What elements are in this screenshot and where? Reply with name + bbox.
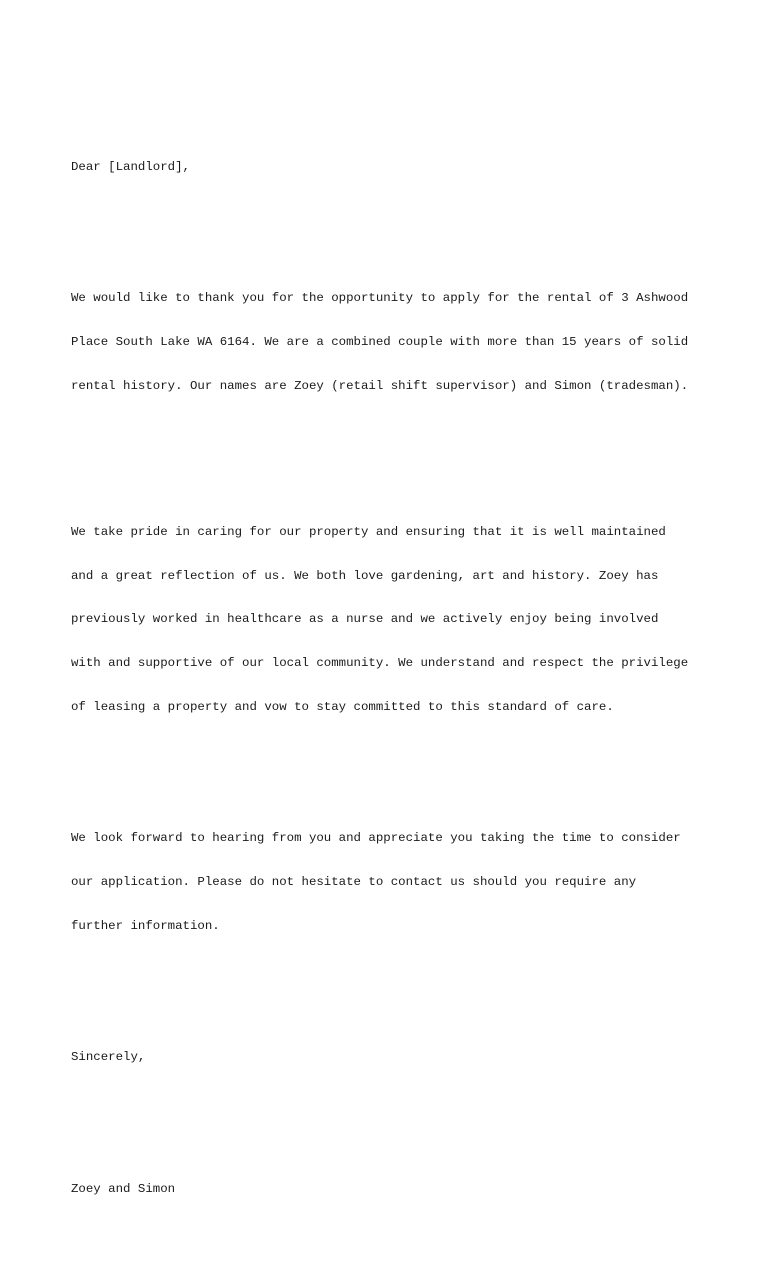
paragraph-line: our application. Please do not hesitate to contact us should you require any bbox=[71, 875, 637, 890]
paragraph-line: of leasing a property and vow to stay committed to this standard of care. bbox=[71, 699, 614, 714]
letter-body bbox=[71, 87, 711, 1269]
paragraph-about-us bbox=[71, 496, 711, 744]
paragraph-line: further information. bbox=[71, 918, 220, 933]
paragraph-line: We take pride in caring for our property and ensuring that it is well maintained bbox=[71, 524, 666, 539]
paragraph-line: We would like to thank you for the opportunity to apply for the rental of 3 Ashwood bbox=[71, 291, 689, 306]
paragraph-line: previously worked in healthcare as a nurse and we actively enjoy being involved bbox=[71, 612, 659, 627]
paragraph-line: with and supportive of our local community. We understand and respect the privilege bbox=[71, 656, 689, 671]
paragraph-line: and a great reflection of us. We both love gardening, art and history. Zoey has bbox=[71, 568, 659, 583]
paragraph-intro bbox=[71, 262, 711, 423]
closing bbox=[71, 1021, 711, 1094]
signature-line: Zoey and Simon bbox=[71, 1181, 176, 1196]
paragraph-line: Place South Lake WA 6164. We are a combined couple with more than 15 years of solid bbox=[71, 335, 689, 350]
paragraph-closing-remarks bbox=[71, 802, 711, 963]
salutation-line: Dear [Landlord], bbox=[71, 159, 190, 174]
paragraph-line: rental history. Our names are Zoey (retail shift supervisor) and Simon (tradesman). bbox=[71, 378, 689, 393]
paragraph-line: We look forward to hearing from you and appreciate you taking the time to consider bbox=[71, 831, 681, 846]
signature bbox=[71, 1152, 711, 1225]
salutation bbox=[71, 131, 711, 204]
closing-line: Sincerely, bbox=[71, 1050, 146, 1065]
